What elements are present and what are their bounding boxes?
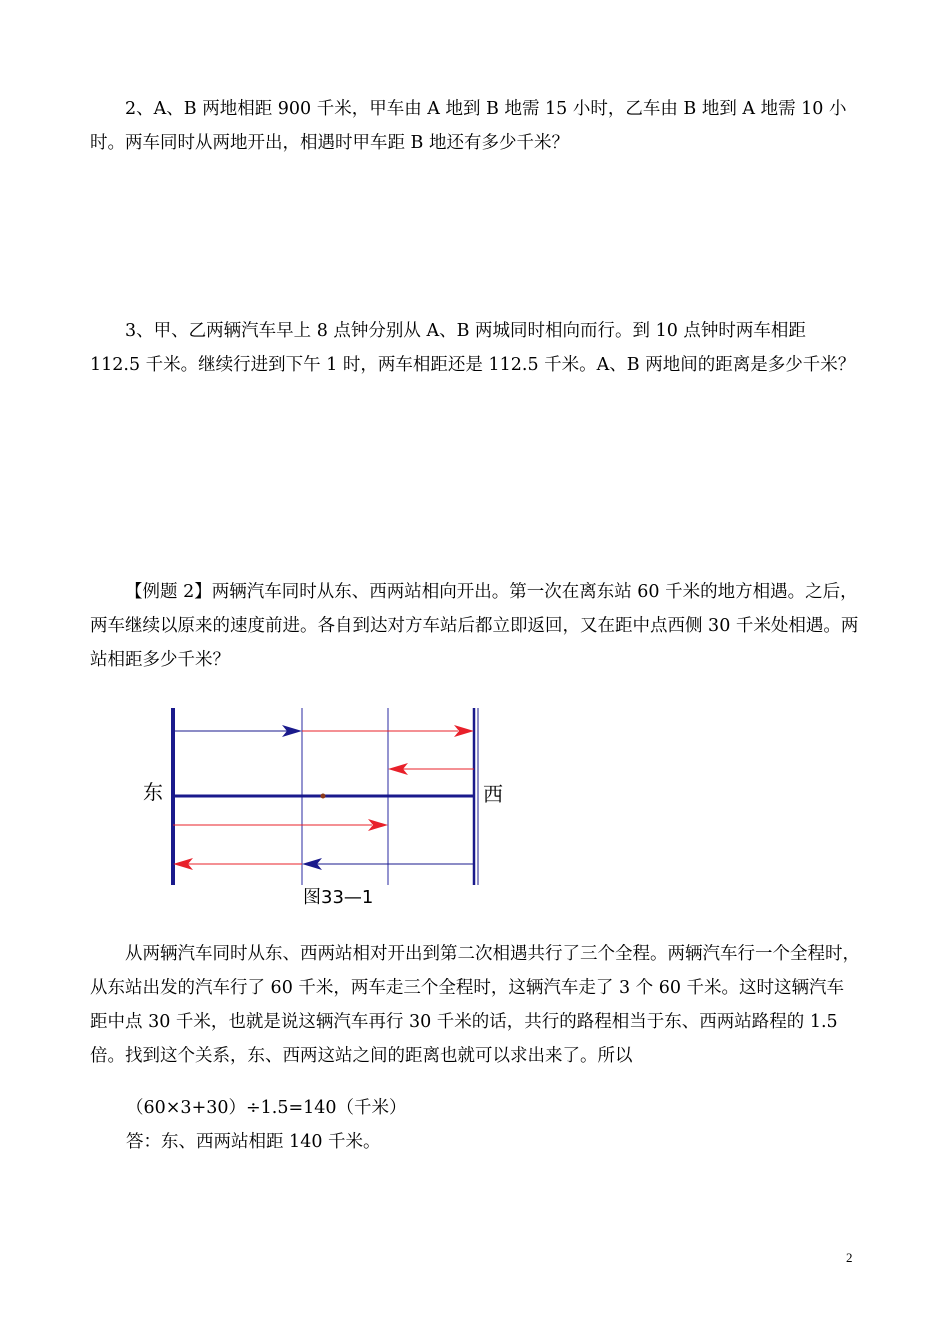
example-2: 【例题 2】两辆汽车同时从东、西两站相向开出。第一次在离东站 60 千米的地方相遇。之后，两车继续以原来的速度前进。各自到达对方车站后都立即返回，又在距中点西侧 30 千米处相遇。两站相距多少千米？ bbox=[90, 582, 859, 670]
label-west: 西 bbox=[483, 782, 503, 806]
label-east: 东 bbox=[143, 780, 163, 804]
figure-caption: 图33—1 bbox=[303, 887, 374, 908]
solution-answer: 答：东、西两站相距 140 千米。 bbox=[126, 1132, 381, 1152]
midpoint-dot bbox=[321, 794, 326, 799]
solution-text: 从两辆汽车同时从东、西两站相对开出到第二次相遇共行了三个全程。两辆汽车行一个全程时，从东站出发的汽车行了 60 千米，两车走三个全程时，这辆汽车走了 3 个 60 千米。这时这辆汽车距中点 30 千米，也就是说这辆汽车再行 30 千米的话，共行的路程相当于东、西两站路程的 1.5 倍。找到这个关系，东、西两这站之间的距离也就可以求出来了。所以 bbox=[90, 944, 860, 1066]
figure-33-1 bbox=[140, 700, 520, 910]
problem-2: 2、A、B 两地相距 900 千米，甲车由 A 地到 B 地需 15 小时，乙车由 B 地到 A 地需 10 小时。两车同时从两地开出，相遇时甲车距 B 地还有多少千米？ bbox=[90, 99, 847, 153]
problem-3: 3、甲、乙两辆汽车早上 8 点钟分别从 A、B 两城同时相向而行。到 10 点钟时两车相距 112.5 千米。继续行进到下午 1 时，两车相距还是 112.5 千米。A、B 两地间的距离是多少千米？ bbox=[90, 321, 856, 375]
solution-formula: （60×3+30）÷1.5=140（千米） bbox=[126, 1098, 407, 1118]
page-number: 2 bbox=[846, 1250, 853, 1265]
